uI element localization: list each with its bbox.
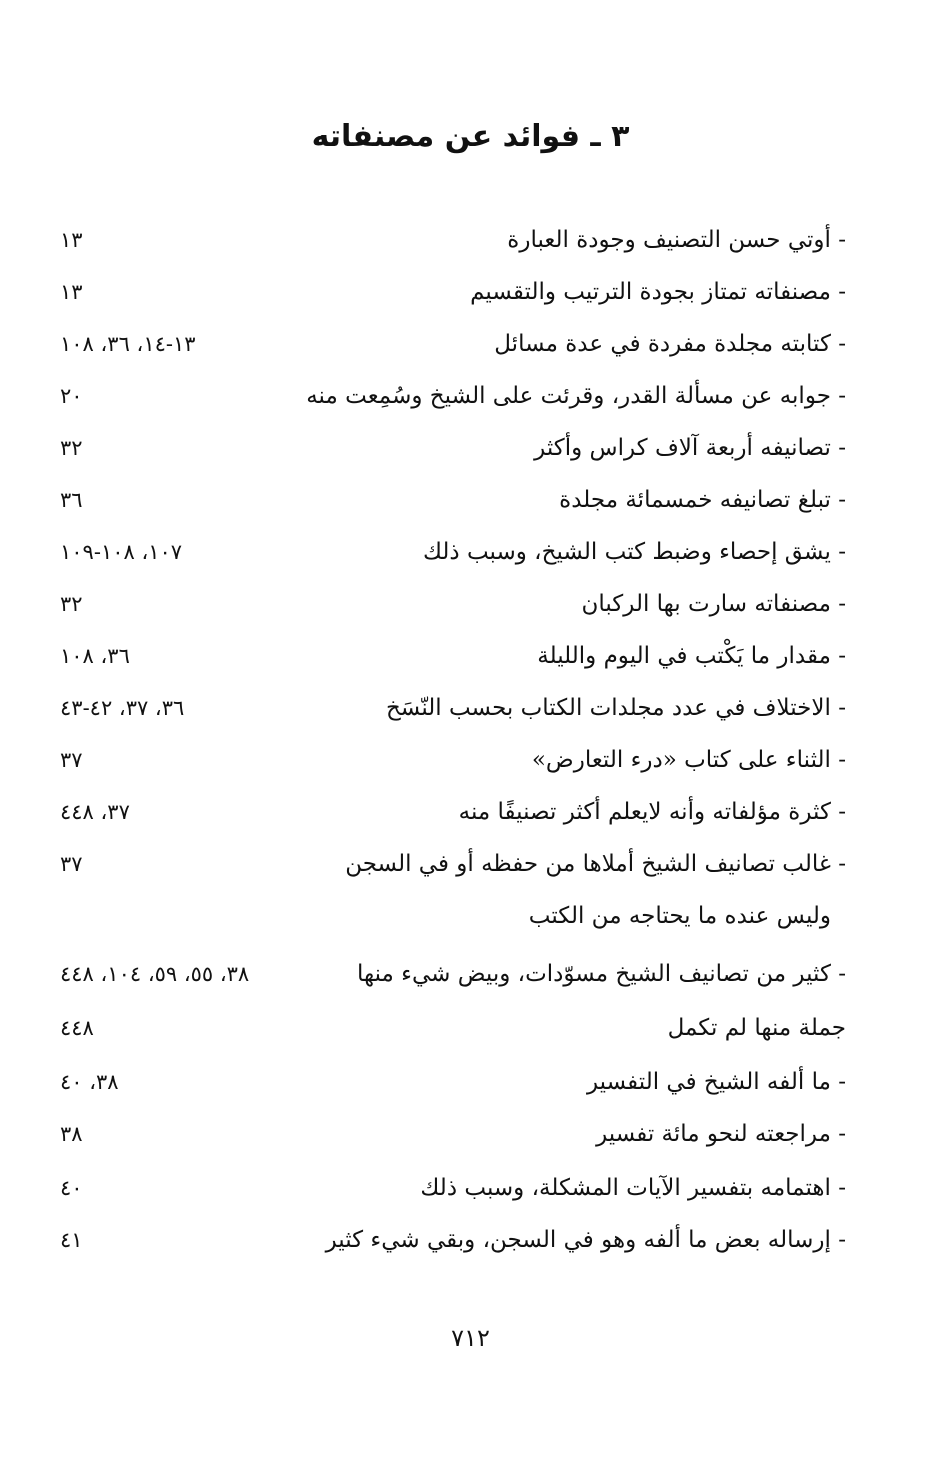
entry-pages: ٣٧، ٤٤٨	[60, 800, 130, 824]
entry-text: - إرساله بعض ما ألفه وهو في السجن، وبقي شيء كثير	[325, 1227, 846, 1253]
entry-pages: ٣٦، ٣٧، ٤٢-٤٣	[60, 696, 185, 720]
entry-text: - مقدار ما يَكْتب في اليوم والليلة	[537, 643, 846, 669]
index-entry	[0, 266, 941, 318]
entry-text: - ما ألفه الشيخ في التفسير	[586, 1069, 846, 1095]
page-number: ٧١٢	[451, 1324, 490, 1352]
index-entry	[0, 948, 941, 1000]
entry-text: - مصنفاته تمتاز بجودة الترتيب والتقسيم	[470, 279, 846, 305]
index-entry	[0, 734, 941, 786]
entry-text: - اهتمامه بتفسير الآيات المشكلة، وسبب ذلك	[420, 1175, 846, 1201]
index-entry	[0, 630, 941, 682]
entry-text: - مصنفاته سارت بها الركبان	[581, 591, 846, 617]
entry-pages: ٤٠	[60, 1176, 83, 1200]
index-entry	[0, 1214, 941, 1266]
index-entry	[0, 682, 941, 734]
index-entry	[0, 786, 941, 838]
entry-text: - يشق إحصاء وضبط كتب الشيخ، وسبب ذلك	[423, 539, 846, 565]
entry-text: - تبلغ تصانيفه خمسمائة مجلدة	[559, 487, 846, 513]
entry-pages: ٣٨، ٥٥، ٥٩، ١٠٤، ٤٤٨	[60, 962, 250, 986]
entry-pages: ١٠٧، ١٠٨-١٠٩	[60, 540, 183, 564]
entry-pages: ٣٢	[60, 436, 83, 460]
index-entry	[0, 370, 941, 422]
entry-text: - تصانيفه أربعة آلاف كراس وأكثر	[534, 435, 846, 461]
entry-pages: ٣٧	[60, 748, 83, 772]
entry-text: - مراجعته لنحو مائة تفسير	[596, 1121, 846, 1147]
section-title: ٣ ـ فوائد عن مصنفاته	[311, 119, 630, 154]
index-entry	[0, 1162, 941, 1214]
entry-text: - كثرة مؤلفاته وأنه لايعلم أكثر تصنيفًا منه	[458, 799, 846, 825]
index-entry	[0, 1056, 941, 1108]
entry-pages: ٤٤٨	[60, 1016, 94, 1040]
index-entry-continuation	[0, 890, 941, 942]
entry-text: - كتابته مجلدة مفردة في عدة مسائل	[494, 331, 846, 357]
entry-text: - الاختلاف في عدد مجلدات الكتاب بحسب النّسَخ	[385, 695, 846, 721]
entry-text: وليس عنده ما يحتاجه من الكتب	[528, 903, 831, 929]
entry-pages: ٣٨، ٤٠	[60, 1070, 119, 1094]
entry-pages: ١٣	[60, 280, 83, 304]
entry-pages: ٣٦، ١٠٨	[60, 644, 130, 668]
entry-pages: ١٣	[60, 228, 83, 252]
entry-pages: ٣٧	[60, 852, 83, 876]
entry-text: - غالب تصانيف الشيخ أملاها من حفظه أو في السجن	[345, 851, 846, 877]
entry-text: - جوابه عن مسألة القدر، وقرئت على الشيخ وسُمِعت منه	[306, 383, 846, 409]
index-entry	[0, 214, 941, 266]
index-entry	[0, 838, 941, 890]
entry-pages: ٣٨	[60, 1122, 83, 1146]
entry-pages: ٤١	[60, 1228, 83, 1252]
index-entry	[0, 526, 941, 578]
entry-text: - كثير من تصانيف الشيخ مسوّدات، وبيض شيء منها	[357, 961, 846, 987]
index-entry	[0, 318, 941, 370]
entry-pages: ٢٠	[60, 384, 83, 408]
entry-text: - أوتي حسن التصنيف وجودة العبارة	[507, 227, 846, 253]
index-entry	[0, 578, 941, 630]
entry-pages: ٣٦	[60, 488, 83, 512]
index-entry	[0, 1002, 941, 1054]
entry-pages: ٣٢	[60, 592, 83, 616]
entry-text: - الثناء على كتاب «درء التعارض»	[531, 747, 846, 773]
index-entry	[0, 1108, 941, 1160]
entry-text: جملة منها لم تكمل	[667, 1015, 846, 1041]
index-entry	[0, 474, 941, 526]
entry-pages: ١٣-١٤، ٣٦، ١٠٨	[60, 332, 196, 356]
index-entry	[0, 422, 941, 474]
